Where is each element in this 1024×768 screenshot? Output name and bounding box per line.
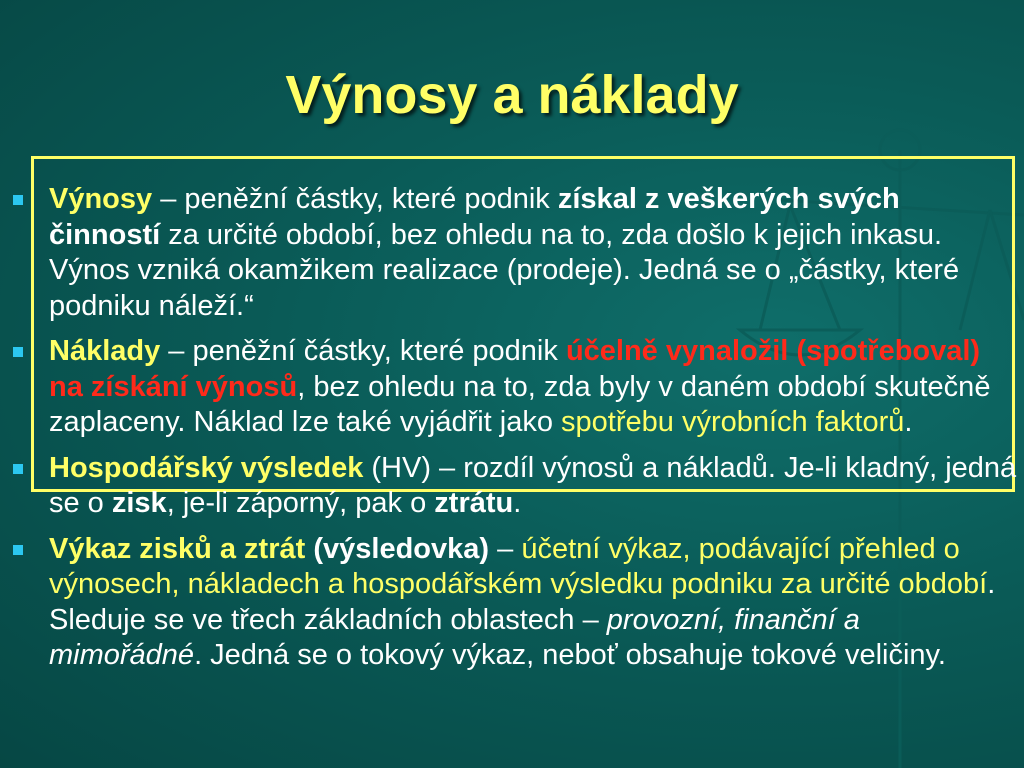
emphasis-red-text: účelně vynaložil (spotřeboval) na získání výnosů bbox=[49, 335, 981, 403]
list-item-vykaz bbox=[10, 532, 1018, 674]
list-item-vynosy bbox=[10, 182, 1018, 324]
square-bullet-icon bbox=[13, 347, 23, 357]
emphasis-text: získal z veškerých svých činností bbox=[49, 183, 900, 251]
text: za určité období, bez ohledu na to, zda došlo k jejich inkasu. Výnos vzniká okamžikem realizace (prodeje). Jedná se o „částky, které podniku náleží.“ bbox=[49, 218, 960, 322]
square-bullet-icon bbox=[13, 545, 23, 555]
term-vykaz: Výkaz zisků a ztrát bbox=[49, 532, 306, 565]
text: , bez ohledu na to, zda byly v daném období skutečně zaplaceny. Náklad lze také vyjádřit jako bbox=[49, 370, 991, 438]
term-hv: Hospodářský výsledek bbox=[49, 451, 364, 484]
text: . bbox=[513, 487, 522, 519]
emphasis-yellow-text: účetní výkaz, podávající přehled o výnosech, nákladech a hospodářském výsledku podniku za určité období bbox=[49, 532, 988, 600]
text: . Sleduje se ve třech základních oblastech – bbox=[49, 568, 996, 636]
term-vynosy: Výnosy bbox=[49, 183, 153, 215]
text: , je-li záporný, pak o bbox=[166, 487, 435, 519]
bold-text: ztrátu bbox=[434, 487, 514, 519]
list-item-hospodarsky-vysledek bbox=[10, 451, 1018, 522]
square-bullet-icon bbox=[13, 195, 23, 205]
list-item-naklady bbox=[10, 334, 1018, 441]
bullet-list bbox=[10, 182, 1018, 684]
bold-text: (výsledovka) bbox=[305, 532, 490, 565]
square-bullet-icon bbox=[13, 464, 23, 474]
bold-text: zisk bbox=[111, 487, 167, 519]
term-naklady: Náklady bbox=[49, 335, 161, 367]
italic-text: provozní, finanční a mimořádné bbox=[49, 603, 860, 671]
text: – bbox=[489, 532, 522, 565]
text: – peněžní částky, které podnik bbox=[152, 183, 558, 215]
slide-title: Výnosy a náklady bbox=[285, 65, 739, 125]
text: (HV) – rozdíl výnosů a nákladů. Je-li kladný, jedná se o bbox=[49, 451, 1017, 519]
text: . bbox=[904, 406, 913, 438]
text: . Jedná se o tokový výkaz, neboť obsahuje tokové veličiny. bbox=[194, 639, 946, 671]
emphasis-yellow-text: spotřebu výrobních faktorů bbox=[561, 406, 905, 438]
text: – peněžní částky, které podnik bbox=[160, 335, 566, 367]
